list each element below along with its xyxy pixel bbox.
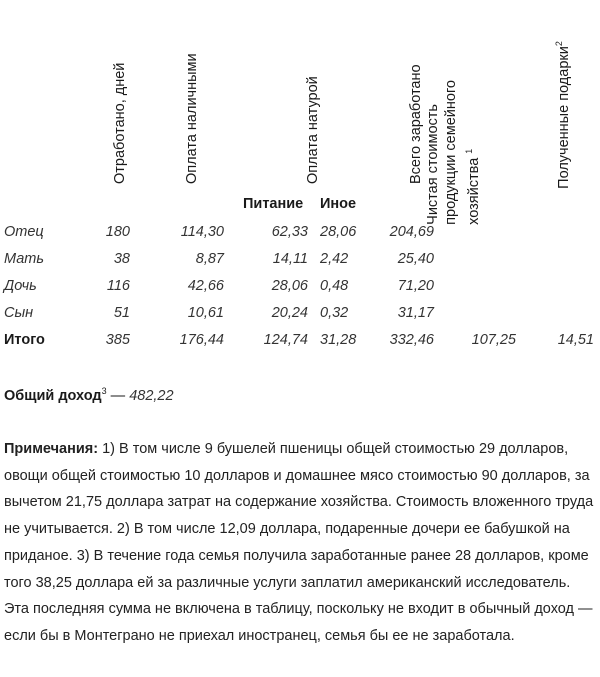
cell-cash: 42,66: [187, 278, 224, 294]
header-cash-text: Оплата наличными: [184, 53, 200, 184]
row-label: Мать: [4, 251, 45, 267]
table-row: [0, 332, 600, 358]
table-row: [0, 251, 600, 277]
cell-other: 2,42: [320, 251, 349, 267]
header-kind-text: Оплата натурой: [305, 76, 321, 184]
footnote-ref-1: 1: [464, 148, 475, 154]
cell-days: 51: [113, 305, 130, 321]
notes-text: 1) В том числе 9 бушелей пшеницы общей стоимостью 29 долларов, овощи общей стоимостью 10 долларов и домашнее мясо стоимостью 90 долларов, за вычетом 21,75 доллара затрат на содержание хозяйства. Стоимость вложенного труда не учитывается. 2) В том числе 12,09 доллара, подаренные дочери ее бабушкой на приданое. 3) В течение года семья получила заработанные ранее 28 долларов, кроме того 38,25 доллара ей за различные услуги заплатил американский исследователь. Эта последняя сумма не включена в таблицу, поскольку не входит в обычный доход — если бы в Монтеграно не приехал иностранец, семья бы ее не заработала.: [4, 441, 594, 644]
cell-earned: 31,17: [397, 305, 434, 321]
cell-gifts: 14,51: [557, 332, 594, 348]
cell-farm: 107,25: [471, 332, 516, 348]
header-farm-line1: Чистая стоимость: [425, 104, 442, 225]
header-days: [111, 63, 129, 184]
table-row: [0, 305, 600, 331]
cell-other: 31,28: [320, 332, 357, 348]
header-earned: [407, 64, 425, 184]
cell-cash: 114,30: [180, 224, 224, 240]
cell-cash: 176,44: [179, 332, 224, 348]
row-label: Дочь: [4, 278, 37, 294]
cell-days: 385: [105, 332, 130, 348]
total-income: [4, 386, 174, 404]
cell-days: 180: [105, 224, 130, 240]
cell-food: 28,06: [271, 278, 308, 294]
table-row: [0, 278, 600, 304]
cell-earned: 204,69: [389, 224, 434, 240]
cell-days: 38: [113, 251, 130, 267]
cell-food: 124,74: [263, 332, 308, 348]
notes-label: Примечания:: [4, 441, 99, 457]
subheader-other: Иное: [320, 196, 357, 212]
row-label: Отец: [4, 224, 44, 240]
cell-food: 14,11: [272, 251, 308, 267]
header-farm-line2: продукции семейного: [443, 80, 460, 225]
header-gifts: [550, 41, 573, 189]
cell-days: 116: [106, 278, 130, 294]
cell-other: 0,48: [320, 278, 349, 294]
cell-food: 62,33: [271, 224, 308, 240]
row-label: Сын: [4, 305, 34, 321]
notes-paragraph: [4, 436, 594, 650]
footnote-ref-2: 2: [554, 41, 565, 47]
cell-cash: 8,87: [195, 251, 224, 267]
cell-other: 0,32: [320, 305, 349, 321]
header-farm-line3-text: хозяйства: [466, 157, 482, 225]
header-gifts-text: Полученные подарки: [556, 46, 572, 189]
cell-food: 20,24: [271, 305, 308, 321]
cell-earned: 71,20: [397, 278, 434, 294]
header-earned-text: Всего заработано: [408, 64, 424, 184]
footnote-ref-3: 3: [101, 386, 107, 396]
subheader-food: Питание: [243, 196, 304, 212]
cell-other: 28,06: [320, 224, 357, 240]
cell-earned: 25,40: [397, 251, 434, 267]
header-kind: [304, 76, 322, 184]
row-label: Итого: [4, 332, 45, 348]
cell-earned: 332,46: [389, 332, 434, 348]
header-cash: [183, 53, 201, 184]
total-income-label: Общий доход: [4, 387, 102, 404]
header-days-text: Отработано, дней: [112, 62, 128, 184]
dash: —: [110, 387, 126, 404]
header-farm: [424, 80, 483, 225]
total-income-value: 482,22: [129, 387, 174, 404]
table-row: [0, 224, 600, 250]
header-farm-line3: [460, 80, 483, 225]
cell-cash: 10,61: [187, 305, 224, 321]
